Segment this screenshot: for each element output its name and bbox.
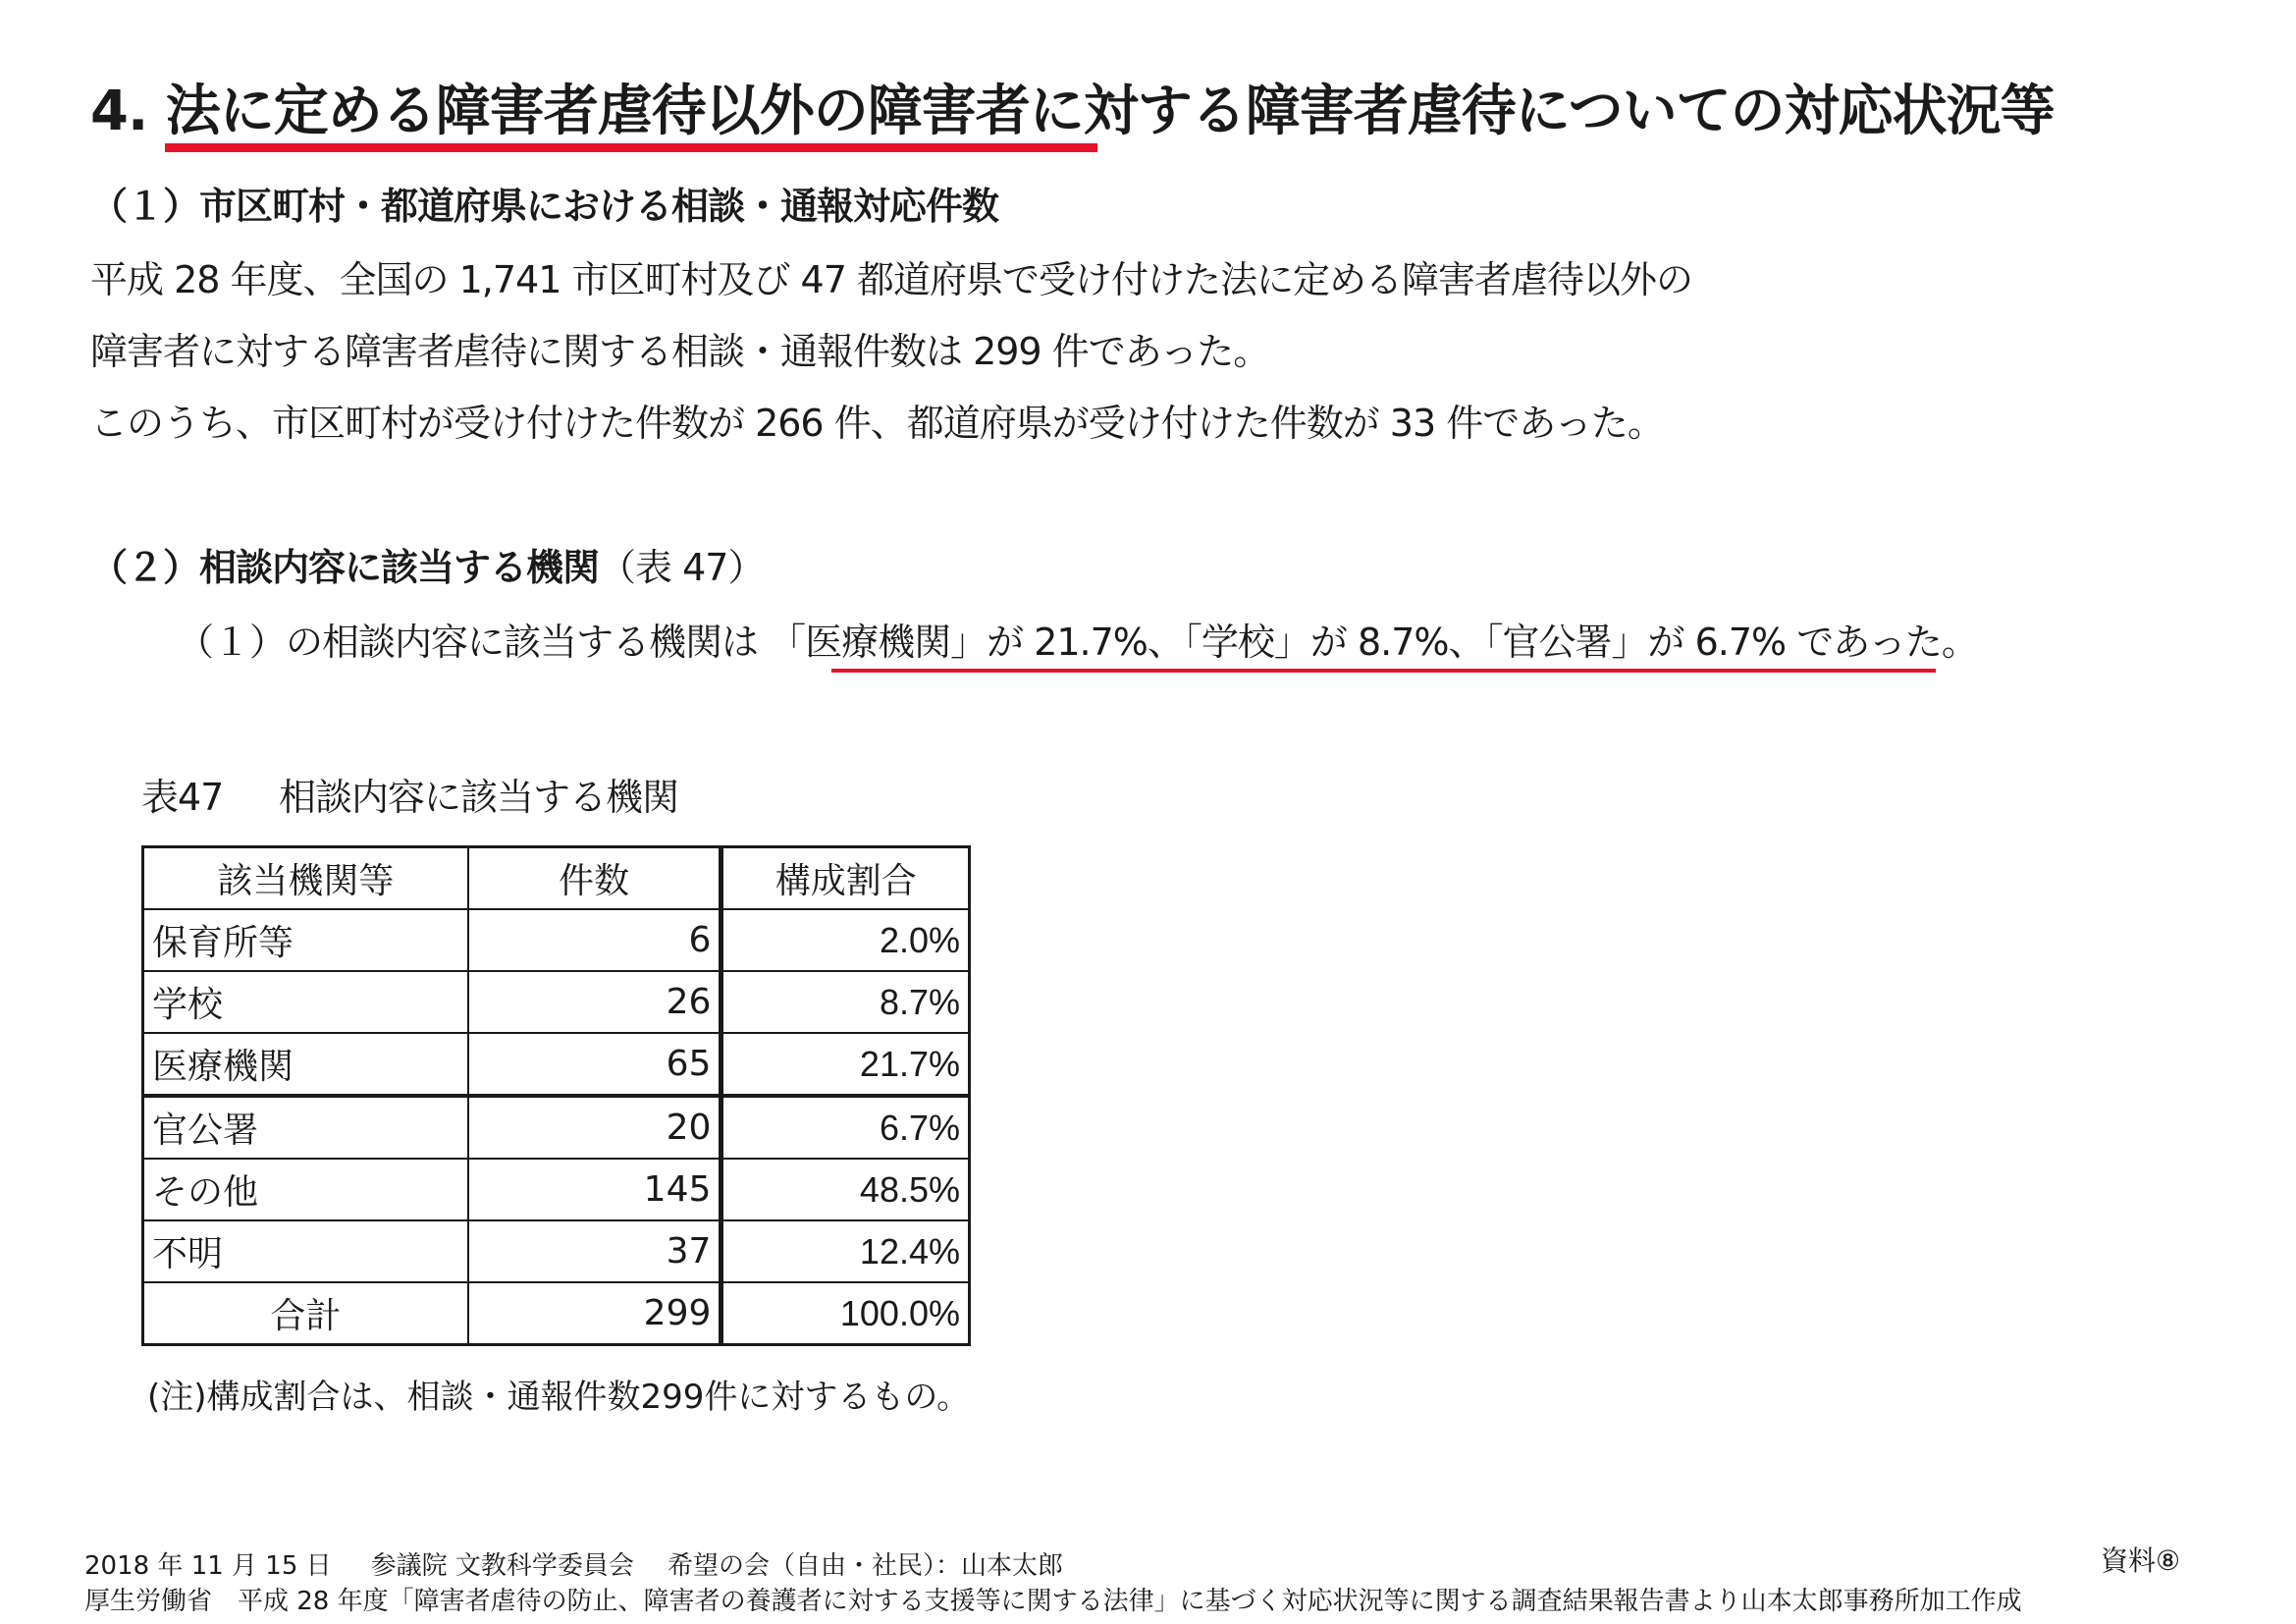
- row-name: 学校: [143, 971, 468, 1033]
- table-row: [143, 1096, 970, 1159]
- row-name: 保育所等: [143, 909, 468, 971]
- row-name: 官公署: [143, 1096, 468, 1159]
- table-note: (注)構成割合は、相談・通報件数299件に対するもの。: [147, 1378, 971, 1417]
- heading-underlined-text: 法に定める障害者虐待以外の障害者: [165, 80, 1030, 143]
- footer-speaker: 希望の会（自由・社民）：山本太郎: [667, 1551, 1063, 1581]
- section1-paragraph-3: このうち、市区町村が受け付けた件数が 266 件、都道府県が受け付けた件数が 33 件であった。: [90, 402, 1664, 445]
- section2-red-underline: [831, 669, 1936, 673]
- heading-number: 4.: [90, 80, 148, 143]
- table-row: [143, 1159, 970, 1220]
- section2-title: [90, 540, 764, 595]
- row-ratio: 6.7%: [721, 1096, 970, 1159]
- row-count: 20: [468, 1096, 721, 1159]
- table-total-row: [143, 1282, 970, 1345]
- table-row: [143, 909, 970, 971]
- footer-committee: 参議院 文教科学委員会: [370, 1551, 634, 1581]
- footer-source: 厚生労働省 平成 28 年度「障害者虐待の防止、障害者の養護者に対する支援等に関する法律」に基づく対応状況等に関する調査結果報告書より山本太郎事務所加工作成: [84, 1587, 2022, 1616]
- section2-body-highlight: 「医療機関」が 21.7%、「学校」が 8.7%、「官公署」が 6.7%: [769, 621, 1787, 664]
- heading-rest-text: に対する障害者虐待についての対応状況等: [1029, 80, 2055, 143]
- row-ratio: 12.4%: [721, 1220, 970, 1282]
- table-caption: [141, 770, 678, 825]
- table-row: [143, 971, 970, 1033]
- row-name: その他: [143, 1159, 468, 1220]
- row-count: 26: [468, 971, 721, 1033]
- row-ratio: 21.7%: [721, 1033, 970, 1096]
- section2-title-text: （２）相談内容に該当する機関: [90, 546, 600, 589]
- total-ratio: 100.0%: [721, 1282, 970, 1345]
- row-count: 6: [468, 909, 721, 971]
- table-header-row: [143, 847, 970, 910]
- section2-body: [177, 615, 1978, 670]
- institution-table: [141, 845, 971, 1346]
- row-name: 不明: [143, 1220, 468, 1282]
- table-caption-title: 相談内容に該当する機関: [279, 776, 679, 819]
- footer-date: 2018 年 11 月 15 日: [84, 1551, 332, 1581]
- table-row: [143, 1220, 970, 1282]
- table-row: [143, 1033, 970, 1096]
- section1-title: （１）市区町村・都道府県における相談・通報対応件数: [90, 185, 999, 228]
- footer-meta: [84, 1549, 1063, 1583]
- header-count: 件数: [468, 847, 721, 910]
- section1-paragraph-2: 障害者に対する障害者虐待に関する相談・通報件数は 299 件であった。: [90, 330, 1270, 373]
- header-institution: 該当機関等: [143, 847, 468, 910]
- row-ratio: 48.5%: [721, 1159, 970, 1220]
- header-ratio: 構成割合: [721, 847, 970, 910]
- document-label: 資料⑧: [2101, 1544, 2181, 1577]
- page-title: [90, 73, 2055, 151]
- section2-body-prefix: （１）の相談内容に該当する機関は: [177, 621, 759, 664]
- row-ratio: 8.7%: [721, 971, 970, 1033]
- row-name: 医療機関: [143, 1033, 468, 1096]
- section1-paragraph-1: 平成 28 年度、全国の 1,741 市区町村及び 47 都道府県で受け付けた法に定める障害者虐待以外の: [90, 258, 1692, 301]
- total-label: 合計: [143, 1282, 468, 1345]
- row-ratio: 2.0%: [721, 909, 970, 971]
- row-count: 145: [468, 1159, 721, 1220]
- table-caption-number: 表47: [141, 776, 224, 819]
- total-count: 299: [468, 1282, 721, 1345]
- section2-body-suffix: であった。: [1796, 621, 1978, 664]
- heading-red-underline: [165, 143, 1097, 152]
- section2-title-ref: （表 47）: [599, 546, 765, 589]
- row-count: 37: [468, 1220, 721, 1282]
- row-count: 65: [468, 1033, 721, 1096]
